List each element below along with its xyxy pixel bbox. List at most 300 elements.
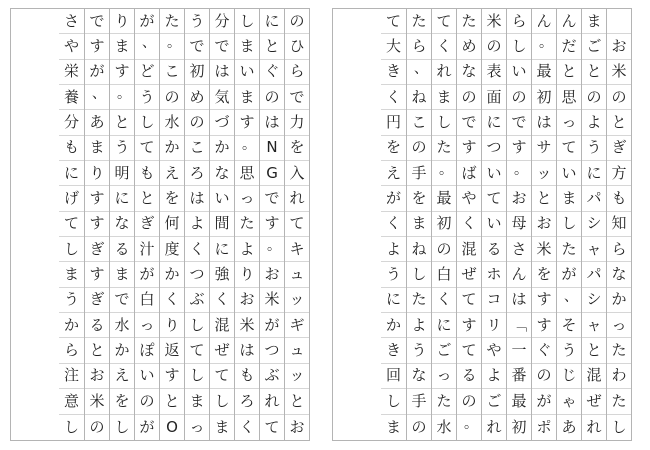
manuscript-column [456, 9, 481, 440]
manuscript-square: っ [235, 186, 259, 211]
manuscript-square: ま [110, 262, 134, 287]
manuscript-square: た [607, 338, 631, 363]
manuscript-square: っ [432, 364, 456, 389]
manuscript-square: も [235, 364, 259, 389]
manuscript-square: ひ [285, 34, 309, 59]
manuscript-square: ポ [536, 417, 552, 436]
manuscript-square: や [482, 338, 506, 363]
manuscript-square: る [85, 313, 109, 338]
manuscript-square: か [210, 136, 234, 161]
manuscript-square: 大 [381, 34, 406, 59]
manuscript-square: N [260, 136, 284, 161]
manuscript-square: の [135, 389, 159, 414]
manuscript-square: た [235, 212, 259, 237]
manuscript-square: す [457, 313, 481, 338]
manuscript-square: 、 [85, 85, 109, 110]
manuscript-square: 。 [464, 415, 478, 432]
manuscript-square: す [532, 288, 556, 313]
manuscript-square: ま [85, 136, 109, 161]
manuscript-square: ん [507, 262, 531, 287]
manuscript-square: も [135, 161, 159, 186]
manuscript-square: る [482, 237, 506, 262]
manuscript-square: あ [85, 110, 109, 135]
manuscript-square: で [185, 34, 209, 59]
manuscript-square: を [285, 136, 309, 161]
manuscript-square: と [557, 60, 581, 85]
manuscript-square: う [582, 136, 606, 161]
manuscript-square: に [381, 288, 406, 313]
manuscript-square: し [185, 364, 209, 389]
manuscript-square: す [235, 110, 259, 135]
manuscript-square: る [110, 237, 134, 262]
manuscript-square: 。 [432, 161, 456, 186]
manuscript-square: と [582, 338, 606, 363]
manuscript-square: か [160, 262, 184, 287]
manuscript-square: た [607, 389, 631, 414]
manuscript-square: 度 [160, 237, 184, 262]
manuscript-square: が [135, 9, 159, 34]
manuscript-square: は [235, 338, 259, 363]
manuscript-page-left [10, 8, 310, 441]
manuscript-square: ま [235, 85, 259, 110]
manuscript-square: ぎ [135, 212, 159, 237]
manuscript-square: が [135, 262, 159, 287]
manuscript-square: 最 [507, 389, 531, 414]
manuscript-sheet [10, 8, 632, 441]
manuscript-square: た [432, 389, 456, 414]
manuscript-square: い [235, 60, 259, 85]
manuscript-square: え [110, 364, 134, 389]
manuscript-square: お [507, 186, 531, 211]
manuscript-square: づ [210, 110, 234, 135]
manuscript-square: え [160, 161, 184, 186]
manuscript-square: 白 [432, 262, 456, 287]
manuscript-square: よ [185, 212, 209, 237]
manuscript-square: 意 [59, 389, 84, 414]
manuscript-square: か [160, 136, 184, 161]
manuscript-square: を [381, 136, 406, 161]
manuscript-square: な [407, 364, 431, 389]
manuscript-square: く [432, 288, 456, 313]
manuscript-square: ま [385, 417, 401, 436]
manuscript-square: 分 [210, 9, 234, 34]
manuscript-square: ホ [482, 262, 506, 287]
manuscript-square: に [260, 9, 284, 34]
manuscript-square: ュ [285, 262, 309, 287]
manuscript-square: 思 [235, 161, 259, 186]
manuscript-square: が [260, 313, 284, 338]
manuscript-square: ぜ [457, 262, 481, 287]
manuscript-square: で [260, 186, 284, 211]
manuscript-square: 面 [482, 85, 506, 110]
manuscript-square: ぎ [85, 237, 109, 262]
manuscript-square: す [160, 364, 184, 389]
manuscript-square: で [285, 85, 309, 110]
manuscript-square: 注 [59, 364, 84, 389]
manuscript-column [259, 9, 284, 440]
manuscript-square: ま [235, 34, 259, 59]
manuscript-square: 手 [407, 161, 431, 186]
manuscript-square: し [185, 313, 209, 338]
manuscript-square: し [114, 417, 130, 436]
manuscript-square: し [210, 389, 234, 414]
manuscript-square: と [285, 389, 309, 414]
manuscript-column [581, 9, 606, 440]
manuscript-square: 初 [532, 85, 556, 110]
manuscript-column [556, 9, 581, 440]
manuscript-square: い [482, 212, 506, 237]
manuscript-square: ャ [582, 313, 606, 338]
manuscript-square: し [381, 389, 406, 414]
manuscript-square: は [532, 110, 556, 135]
manuscript-square: に [59, 161, 84, 186]
manuscript-square: は [260, 110, 284, 135]
manuscript-square [607, 9, 631, 34]
manuscript-square: く [432, 34, 456, 59]
manuscript-square: 入 [285, 161, 309, 186]
manuscript-square: て [457, 288, 481, 313]
manuscript-square: と [110, 110, 134, 135]
manuscript-square: め [185, 85, 209, 110]
manuscript-square: れ [486, 417, 502, 436]
manuscript-square: の [532, 364, 556, 389]
manuscript-column [134, 9, 159, 440]
manuscript-square: 、 [557, 288, 581, 313]
manuscript-square: て [432, 9, 456, 34]
manuscript-square: よ [235, 237, 259, 262]
manuscript-square: ろ [185, 161, 209, 186]
manuscript-square: す [110, 60, 134, 85]
manuscript-square: ま [214, 417, 230, 436]
manuscript-square: 何 [160, 212, 184, 237]
manuscript-square: く [239, 417, 255, 436]
manuscript-column [381, 9, 406, 440]
manuscript-square: 米 [235, 313, 259, 338]
manuscript-square: て [210, 364, 234, 389]
manuscript-square: の [457, 85, 481, 110]
manuscript-square: じ [557, 364, 581, 389]
manuscript-square: な [457, 60, 481, 85]
manuscript-square: き [381, 338, 406, 363]
manuscript-square: か [59, 313, 84, 338]
manuscript-square: 栄 [59, 60, 84, 85]
manuscript-square: ん [532, 9, 556, 34]
manuscript-column [481, 9, 506, 440]
manuscript-square: ま [185, 389, 209, 414]
manuscript-square: ャ [582, 237, 606, 262]
manuscript-square: つ [482, 136, 506, 161]
manuscript-column [209, 9, 234, 440]
manuscript-square: 水 [110, 313, 134, 338]
manuscript-square: あ [561, 417, 577, 436]
manuscript-square: シ [582, 212, 606, 237]
manuscript-square: ら [59, 338, 84, 363]
manuscript-square: ま [110, 34, 134, 59]
manuscript-square: よ [407, 313, 431, 338]
manuscript-square: て [557, 136, 581, 161]
manuscript-square: お [260, 262, 284, 287]
manuscript-square: の [411, 417, 427, 436]
manuscript-square: う [185, 9, 209, 34]
manuscript-square: 混 [582, 364, 606, 389]
manuscript-square: 養 [59, 85, 84, 110]
manuscript-square: よ [582, 110, 606, 135]
manuscript-square: の [507, 85, 531, 110]
manuscript-square: た [432, 136, 456, 161]
manuscript-square: G [260, 161, 284, 186]
manuscript-column [84, 9, 109, 440]
manuscript-square: し [59, 237, 84, 262]
manuscript-square: ぶ [260, 364, 284, 389]
manuscript-square: な [607, 262, 631, 287]
manuscript-column [109, 9, 134, 440]
manuscript-square: の [160, 85, 184, 110]
manuscript-square: す [532, 313, 556, 338]
manuscript-square: も [607, 186, 631, 211]
manuscript-square: 白 [135, 288, 159, 313]
manuscript-square: し [407, 262, 431, 287]
manuscript-column [531, 9, 556, 440]
manuscript-square: う [557, 338, 581, 363]
manuscript-square: キ [285, 237, 309, 262]
manuscript-square: き [381, 60, 406, 85]
manuscript-square: 返 [160, 338, 184, 363]
manuscript-square: は [185, 186, 209, 211]
manuscript-square: し [611, 417, 627, 436]
manuscript-square: て [285, 212, 309, 237]
manuscript-square: り [110, 9, 134, 34]
manuscript-square: 、 [135, 34, 159, 59]
manuscript-square: い [135, 364, 159, 389]
manuscript-square: れ [586, 417, 602, 436]
manuscript-square: し [432, 110, 456, 135]
manuscript-square: ギ [285, 313, 309, 338]
manuscript-square: ま [432, 85, 456, 110]
manuscript-column [234, 9, 259, 440]
manuscript-square: い [557, 161, 581, 186]
manuscript-square: る [457, 364, 481, 389]
manuscript-square: で [507, 110, 531, 135]
manuscript-square: わ [607, 364, 631, 389]
manuscript-square: す [85, 212, 109, 237]
manuscript-square: し [135, 110, 159, 135]
manuscript-square: し [63, 417, 79, 436]
manuscript-square: に [582, 161, 606, 186]
manuscript-square: ら [607, 237, 631, 262]
manuscript-square: れ [285, 186, 309, 211]
manuscript-square: 気 [210, 85, 234, 110]
manuscript-square: ぐ [532, 338, 556, 363]
manuscript-column [284, 9, 309, 440]
manuscript-square: ま [582, 9, 606, 34]
manuscript-square: お [289, 417, 305, 436]
manuscript-square: す [507, 136, 531, 161]
manuscript-square: う [135, 85, 159, 110]
manuscript-square: ぶ [185, 288, 209, 313]
manuscript-square: 。 [260, 237, 284, 262]
manuscript-square: を [110, 389, 134, 414]
manuscript-square: で [457, 110, 481, 135]
manuscript-square: さ [59, 9, 84, 34]
manuscript-square: が [557, 262, 581, 287]
manuscript-square: す [85, 262, 109, 287]
manuscript-square: は [507, 288, 531, 313]
manuscript-square: す [457, 136, 481, 161]
manuscript-square: に [432, 313, 456, 338]
manuscript-square: の [185, 110, 209, 135]
manuscript-square: O [166, 417, 178, 436]
manuscript-square: 米 [85, 389, 109, 414]
manuscript-square: さ [507, 237, 531, 262]
manuscript-square: や [59, 34, 84, 59]
manuscript-square: ぎ [85, 288, 109, 313]
manuscript-column [606, 9, 631, 440]
manuscript-square: い [210, 186, 234, 211]
manuscript-square: く [160, 288, 184, 313]
manuscript-square: サ [532, 136, 556, 161]
manuscript-square: ご [432, 338, 456, 363]
manuscript-square: の [582, 85, 606, 110]
manuscript-square: 米 [482, 9, 506, 34]
manuscript-square: れ [432, 60, 456, 85]
manuscript-square: 番 [507, 364, 531, 389]
manuscript-square: 知 [607, 212, 631, 237]
manuscript-square: て [381, 9, 406, 34]
manuscript-square: り [85, 161, 109, 186]
manuscript-square: 混 [210, 313, 234, 338]
manuscript-square: と [135, 186, 159, 211]
manuscript-column [184, 9, 209, 440]
manuscript-square: 間 [210, 212, 234, 237]
manuscript-square: お [85, 364, 109, 389]
manuscript-square: を [160, 186, 184, 211]
manuscript-column [506, 9, 531, 440]
manuscript-square: そ [557, 313, 581, 338]
manuscript-square: 力 [285, 110, 309, 135]
manuscript-square: ね [407, 237, 431, 262]
manuscript-square: な [110, 212, 134, 237]
manuscript-square: お [607, 34, 631, 59]
manuscript-square: と [260, 34, 284, 59]
manuscript-square: 。 [507, 161, 531, 186]
manuscript-square: う [407, 338, 431, 363]
manuscript-square: め [457, 34, 481, 59]
manuscript-square: っ [557, 110, 581, 135]
manuscript-square: つ [185, 262, 209, 287]
manuscript-square: が [85, 60, 109, 85]
manuscript-square: に [482, 110, 506, 135]
manuscript-square: れ [260, 389, 284, 414]
manuscript-square: 米 [260, 288, 284, 313]
manuscript-square: た [457, 9, 481, 34]
manuscript-square: 初 [432, 212, 456, 237]
manuscript-square: コ [482, 288, 506, 313]
manuscript-square: て [457, 338, 481, 363]
manuscript-square: こ [185, 136, 209, 161]
manuscript-square: と [85, 338, 109, 363]
manuscript-square: く [381, 212, 406, 237]
manuscript-square: 米 [532, 237, 556, 262]
manuscript-square: て [59, 212, 84, 237]
manuscript-square: ご [482, 389, 506, 414]
manuscript-square: と [607, 110, 631, 135]
manuscript-square: 。 [110, 85, 134, 110]
manuscript-square: ま [557, 186, 581, 211]
manuscript-square: う [110, 136, 134, 161]
manuscript-square: の [482, 34, 506, 59]
manuscript-square: 回 [381, 364, 406, 389]
manuscript-square: 。 [235, 136, 259, 161]
manuscript-square: リ [482, 313, 506, 338]
manuscript-square: 水 [436, 417, 452, 436]
manuscript-square: ぜ [582, 389, 606, 414]
manuscript-square: か [381, 313, 406, 338]
manuscript-square: の [607, 85, 631, 110]
manuscript-square: が [381, 186, 406, 211]
manuscript-square: で [110, 288, 134, 313]
manuscript-square: く [457, 212, 481, 237]
manuscript-square: 、 [407, 60, 431, 85]
manuscript-square: し [557, 212, 581, 237]
manuscript-square: よ [381, 237, 406, 262]
manuscript-square: と [532, 186, 556, 211]
manuscript-square: ま [407, 212, 431, 237]
manuscript-square: し [507, 34, 531, 59]
manuscript-square: か [607, 288, 631, 313]
manuscript-square: 「 [507, 313, 531, 338]
manuscript-square: え [381, 161, 406, 186]
manuscript-square: ど [135, 60, 159, 85]
manuscript-square: っ [189, 417, 205, 436]
manuscript-square: う [381, 262, 406, 287]
manuscript-square: 円 [381, 110, 406, 135]
manuscript-square: く [381, 85, 406, 110]
manuscript-page-right [332, 8, 632, 441]
manuscript-square: 水 [160, 110, 184, 135]
manuscript-square: シ [582, 288, 606, 313]
manuscript-square: ろ [235, 389, 259, 414]
manuscript-square: ゃ [557, 389, 581, 414]
manuscript-square: こ [407, 110, 431, 135]
manuscript-square: か [110, 338, 134, 363]
manuscript-square: た [557, 237, 581, 262]
manuscript-square: ら [285, 60, 309, 85]
manuscript-square: 汁 [135, 237, 159, 262]
manuscript-square: う [59, 288, 84, 313]
manuscript-square: で [85, 9, 109, 34]
manuscript-square: 。 [532, 34, 556, 59]
manuscript-square: く [185, 237, 209, 262]
manuscript-square: 分 [59, 110, 84, 135]
manuscript-square: ね [407, 85, 431, 110]
manuscript-square: げ [59, 186, 84, 211]
manuscript-square: 初 [511, 417, 527, 436]
manuscript-square: ュ [285, 338, 309, 363]
manuscript-square: も [59, 136, 84, 161]
manuscript-square: ぽ [135, 338, 159, 363]
manuscript-square: ぜ [210, 338, 234, 363]
manuscript-square: よ [482, 364, 506, 389]
manuscript-square: っ [607, 313, 631, 338]
manuscript-square: ま [59, 262, 84, 287]
manuscript-square: 。 [160, 34, 184, 59]
manuscript-square: を [532, 262, 556, 287]
manuscript-square: で [210, 34, 234, 59]
manuscript-square: り [160, 313, 184, 338]
manuscript-square: 強 [210, 262, 234, 287]
manuscript-square: た [160, 9, 184, 34]
manuscript-square: 初 [185, 60, 209, 85]
